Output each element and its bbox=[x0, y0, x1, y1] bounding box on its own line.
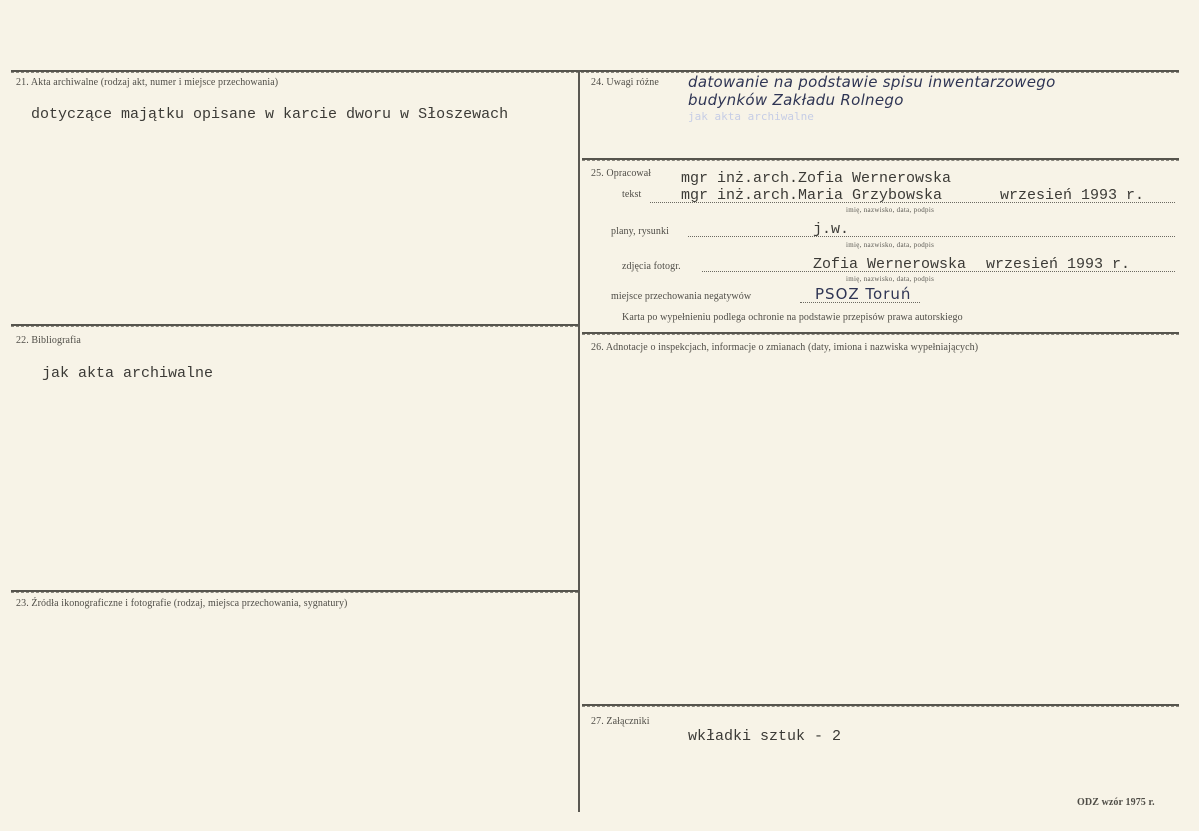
field-25-tekst-label: tekst bbox=[622, 189, 642, 200]
field-27-content: wkładki sztuk - 2 bbox=[688, 728, 842, 745]
rule-right-26 bbox=[582, 332, 1179, 335]
field-23-label: 23. Źródła ikonograficzne i fotografie (rodzaj, miejsca przechowania, sygnatury) bbox=[16, 598, 348, 609]
field-25-author1: mgr inż.arch.Zofia Wernerowska bbox=[681, 170, 952, 187]
field-24-line1: datowanie na podstawie spisu inwentarzowego bbox=[688, 73, 1056, 91]
center-divider bbox=[578, 70, 580, 812]
field-22-content: jak akta archiwalne bbox=[42, 365, 214, 382]
field-27-label: 27. Załączniki bbox=[591, 716, 650, 727]
field-22-label: 22. Bibliografia bbox=[16, 335, 81, 346]
field-21-content: dotyczące majątku opisane w karcie dworu w Słoszewach bbox=[31, 106, 509, 123]
field-25-zdjecia-value: Zofia Wernerowska bbox=[813, 256, 967, 273]
field-25-label: 25. Opracował bbox=[591, 168, 652, 179]
field-25-plany-label: plany, rysunki bbox=[611, 226, 669, 237]
field-25-zdjecia-date: wrzesień 1993 r. bbox=[986, 256, 1131, 273]
field-25-caption3: imię, nazwisko, data, podpis bbox=[846, 275, 935, 283]
field-25-caption2: imię, nazwisko, data, podpis bbox=[846, 241, 935, 249]
field-25-copyright-note: Karta po wypełnieniu podlega ochronie na podstawie przepisów prawa autorskiego bbox=[622, 312, 963, 323]
field-25-tekst-value: mgr inż.arch.Maria Grzybowska bbox=[681, 187, 943, 204]
field-26-label: 26. Adnotacje o inspekcjach, informacje o zmianach (daty, imiona i nazwiska wypełniających) bbox=[591, 342, 979, 353]
form-footer: ODZ wzór 1975 r. bbox=[1077, 797, 1155, 808]
field-25-plany-line bbox=[688, 236, 1175, 237]
field-25-caption1: imię, nazwisko, data, podpis bbox=[846, 206, 935, 214]
rule-right-25 bbox=[582, 158, 1179, 161]
field-25-negatywy-label: miejsce przechowania negatywów bbox=[611, 291, 752, 302]
field-25-negatywy-value: PSOZ Toruń bbox=[815, 285, 912, 303]
rule-left-22 bbox=[11, 324, 578, 327]
field-24-faded-stamp: jak akta archiwalne bbox=[688, 110, 814, 123]
field-25-plany-value: j.w. bbox=[813, 221, 850, 238]
rule-left-23 bbox=[11, 590, 578, 593]
field-24-line2: budynków Zakładu Rolnego bbox=[688, 91, 904, 109]
field-25-tekst-date: wrzesień 1993 r. bbox=[1000, 187, 1145, 204]
field-24-label: 24. Uwagi różne bbox=[591, 77, 659, 88]
field-25-zdjecia-label: zdjęcia fotogr. bbox=[622, 261, 681, 272]
rule-right-27 bbox=[582, 704, 1179, 707]
field-21-label: 21. Akta archiwalne (rodzaj akt, numer i miejsce przechowania) bbox=[16, 77, 279, 88]
